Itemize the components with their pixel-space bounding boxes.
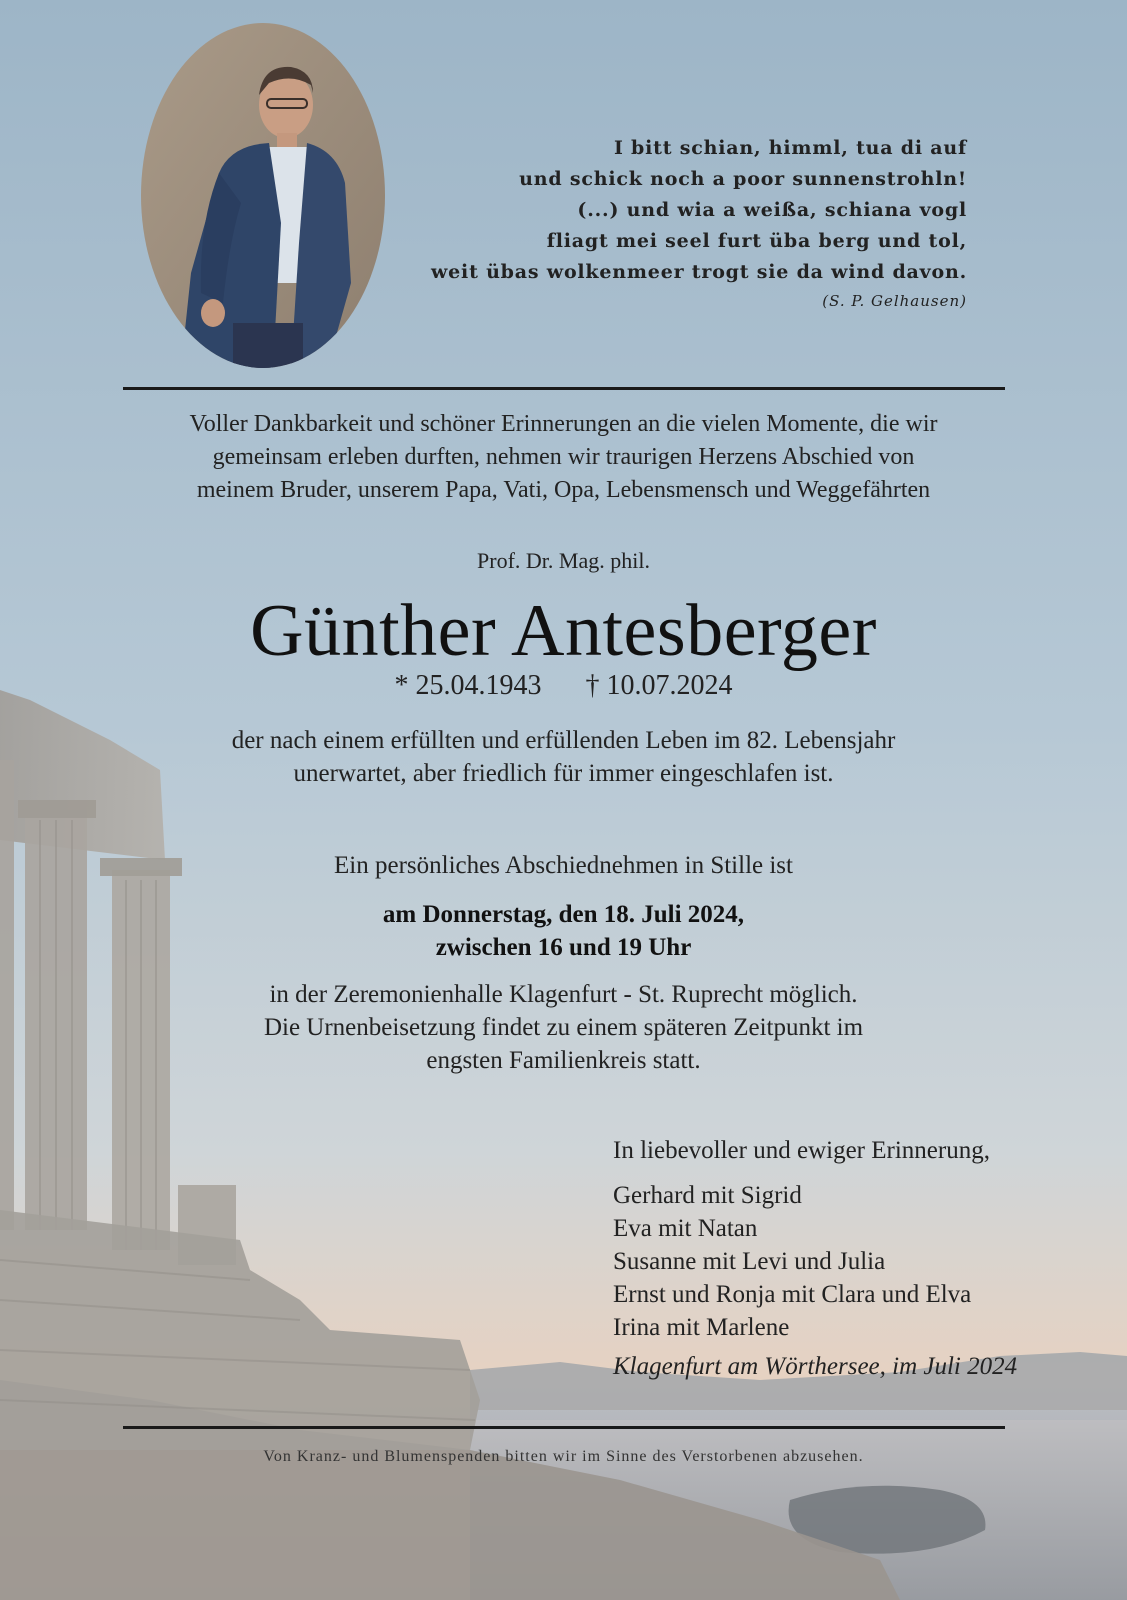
family-member: Susanne mit Levi und Julia [613,1248,886,1275]
place-line: engsten Familienkreis statt. [426,1047,701,1074]
birth-date: * 25.04.1943 [394,670,542,701]
poem-line: und schick noch a poor sunnenstrohln! [519,168,967,190]
farewell-intro: Ein persönliches Abschiednehmen in Stille ist [334,852,793,879]
deceased-name: Günther Antesberger [250,590,877,672]
place-and-date: Klagenfurt am Wörthersee, im Juli 2024 [613,1353,1018,1380]
portrait-photo-icon [141,23,385,368]
top-divider [123,387,1005,390]
life-line: der nach einem erfüllten und erfüllenden Leben im 82. Lebensjahr [231,727,896,754]
poem-line: I bitt schian, himml, tua di auf [613,137,967,159]
poem [431,133,967,314]
intro-text [90,408,1037,507]
family-member: Gerhard mit Sigrid [613,1182,802,1209]
farewell-date-time [0,898,1127,964]
intro-line: meinem Bruder, unserem Papa, Vati, Opa, Lebensmensch und Weggefährten [196,477,931,503]
place-line: in der Zeremonienhalle Klagenfurt - St. Ruprecht möglich. [269,981,858,1008]
life-dates [0,670,1127,702]
academic-title: Prof. Dr. Mag. phil. [477,548,650,573]
farewell-date: am Donnerstag, den 18. Juli 2024, [382,901,745,928]
intro-line: Voller Dankbarkeit und schöner Erinnerungen an die vielen Momente, die wir [189,411,938,437]
memory-block [613,1134,1017,1383]
family-member: Eva mit Natan [613,1215,758,1242]
life-text [0,724,1127,790]
bottom-divider [123,1426,1005,1429]
death-date: † 10.07.2024 [585,670,733,701]
farewell-place [0,978,1127,1077]
family-member: Irina mit Marlene [613,1314,790,1341]
memory-heading: In liebevoller und ewiger Erinnerung, [613,1137,990,1164]
poem-line: weit übas wolkenmeer trogt sie da wind davon. [431,261,967,283]
poem-line: fliagt mei seel furt üba berg und tol, [546,230,967,252]
poem-line: (...) und wia a weißa, schiana vogl [577,199,967,221]
life-line: unerwartet, aber friedlich für immer eingeschlafen ist. [293,760,834,787]
intro-line: gemeinsam erleben durften, nehmen wir traurigen Herzens Abschied von [212,444,915,470]
footer-note: Von Kranz- und Blumenspenden bitten wir im Sinne des Verstorbenen abzusehen. [263,1448,864,1465]
poem-author: (S. P. Gelhausen) [822,292,967,310]
farewell-time: zwischen 16 und 19 Uhr [435,934,692,961]
place-line: Die Urnenbeisetzung findet zu einem späteren Zeitpunkt im [263,1014,864,1041]
family-member: Ernst und Ronja mit Clara und Elva [613,1281,972,1308]
